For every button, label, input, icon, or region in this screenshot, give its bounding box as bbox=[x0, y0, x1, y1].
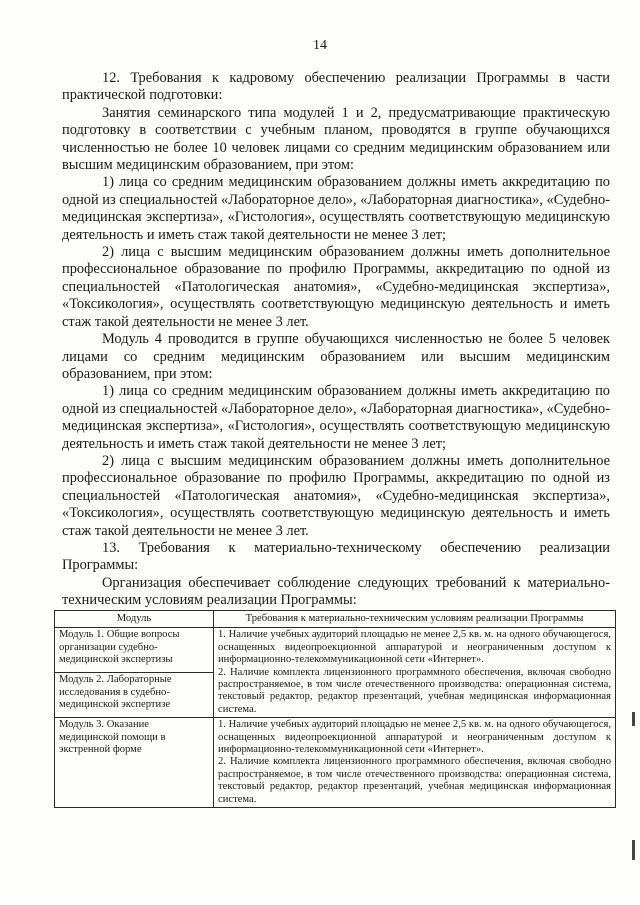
document-body bbox=[62, 70, 610, 610]
requirement-item: 2. Наличие комплекта лицензионного программного обеспечения, включая свободно распространяемое, в том числе отечественного производства: операционная система, текстовый редактор, редактор презентаций, учебная медицинская информационная система. bbox=[218, 756, 611, 805]
module-cell: Модуль 3. Оказание медицинской помощи в экстренной форме bbox=[55, 718, 214, 808]
scan-artifact bbox=[632, 840, 635, 860]
paragraph: 2) лица с высшим медицинским образованием должны иметь дополнительное профессиональное образование по профилю Программы, аккредитацию по одной из специальностей «Патологическая анатомия», «Судебно-медицинская экспертиза», «Токсикология», осуществлять соответствующую медицинскую деятельность и иметь стаж такой деятельности не менее 3 лет. bbox=[62, 244, 610, 330]
module-cell: Модуль 2. Лабораторные исследования в судебно-медицинской экспертизе bbox=[55, 673, 214, 718]
requirements-cell bbox=[214, 718, 616, 808]
table-header-row bbox=[55, 611, 616, 628]
paragraph: 1) лица со средним медицинским образованием должны иметь аккредитацию по одной из специальностей «Лабораторное дело», «Лабораторная диагностика», «Судебно-медицинская экспертиза», «Гистология», осуществлять соответствующую медицинскую деятельность и иметь стаж такой деятельности не менее 3 лет; bbox=[62, 174, 610, 243]
paragraph: Модуль 4 проводится в группе обучающихся численностью не более 5 человек лицами со средним медицинским образованием или высшим медицинским образованием, при этом: bbox=[62, 331, 610, 382]
column-header-requirements: Требования к материально-техническим условиям реализации Программы bbox=[214, 611, 616, 628]
requirement-item: 1. Наличие учебных аудиторий площадью не менее 2,5 кв. м. на одного обучающегося, оснащенных видеопроекционной аппаратурой и неограниченным доступом к информационно-телекоммуникационной сети «Интернет». bbox=[218, 629, 611, 666]
scan-artifact bbox=[632, 712, 635, 726]
requirements-table bbox=[54, 610, 616, 808]
paragraph: 1) лица со средним медицинским образованием должны иметь аккредитацию по одной из специальностей «Лабораторное дело», «Лабораторная диагностика», «Судебно-медицинская экспертиза», «Гистология», осуществлять соответствующую медицинскую деятельность и иметь стаж такой деятельности не менее 3 лет; bbox=[62, 383, 610, 452]
requirements-cell bbox=[214, 628, 616, 718]
section-13-heading: 13. Требования к материально-техническому обеспечению реализации Программы: bbox=[62, 539, 610, 574]
module-cell: Модуль 1. Общие вопросы организации судебно-медицинской экспертизы bbox=[55, 628, 214, 673]
section-12-heading: 12. Требования к кадровому обеспечению реализации Программы в части практической подготовки: bbox=[62, 70, 610, 104]
table-row bbox=[55, 718, 616, 808]
paragraph: Занятия семинарского типа модулей 1 и 2, предусматривающие практическую подготовку в соответствии с учебным планом, проводятся в группе обучающихся численностью не более 10 человек лицами со средним медицинским образованием или высшим медицинским образованием, при этом: bbox=[62, 104, 610, 174]
paragraph: Организация обеспечивает соблюдение следующих требований к материально-техническим условиям реализации Программы: bbox=[62, 574, 610, 609]
requirement-item: 2. Наличие комплекта лицензионного программного обеспечения, включая свободно распространяемое, в том числе отечественного производства: операционная система, текстовый редактор, редактор презентаций, учебная медицинская информационная система. bbox=[218, 666, 611, 715]
column-header-module: Модуль bbox=[55, 611, 214, 628]
page-number: 14 bbox=[313, 38, 327, 53]
requirement-item: 1. Наличие учебных аудиторий площадью не менее 2,5 кв. м. на одного обучающегося, оснащенных видеопроекционной аппаратурой и неограниченным доступом к информационно-телекоммуникационной сети «Интернет». bbox=[218, 719, 611, 756]
table-row bbox=[55, 628, 616, 673]
paragraph: 2) лица с высшим медицинским образованием должны иметь дополнительное профессиональное образование по профилю Программы, аккредитацию по одной из специальностей «Патологическая анатомия», «Судебно-медицинская экспертиза», «Токсикология», осуществлять соответствующую медицинскую деятельность и иметь стаж такой деятельности не менее 3 лет. bbox=[62, 452, 610, 539]
